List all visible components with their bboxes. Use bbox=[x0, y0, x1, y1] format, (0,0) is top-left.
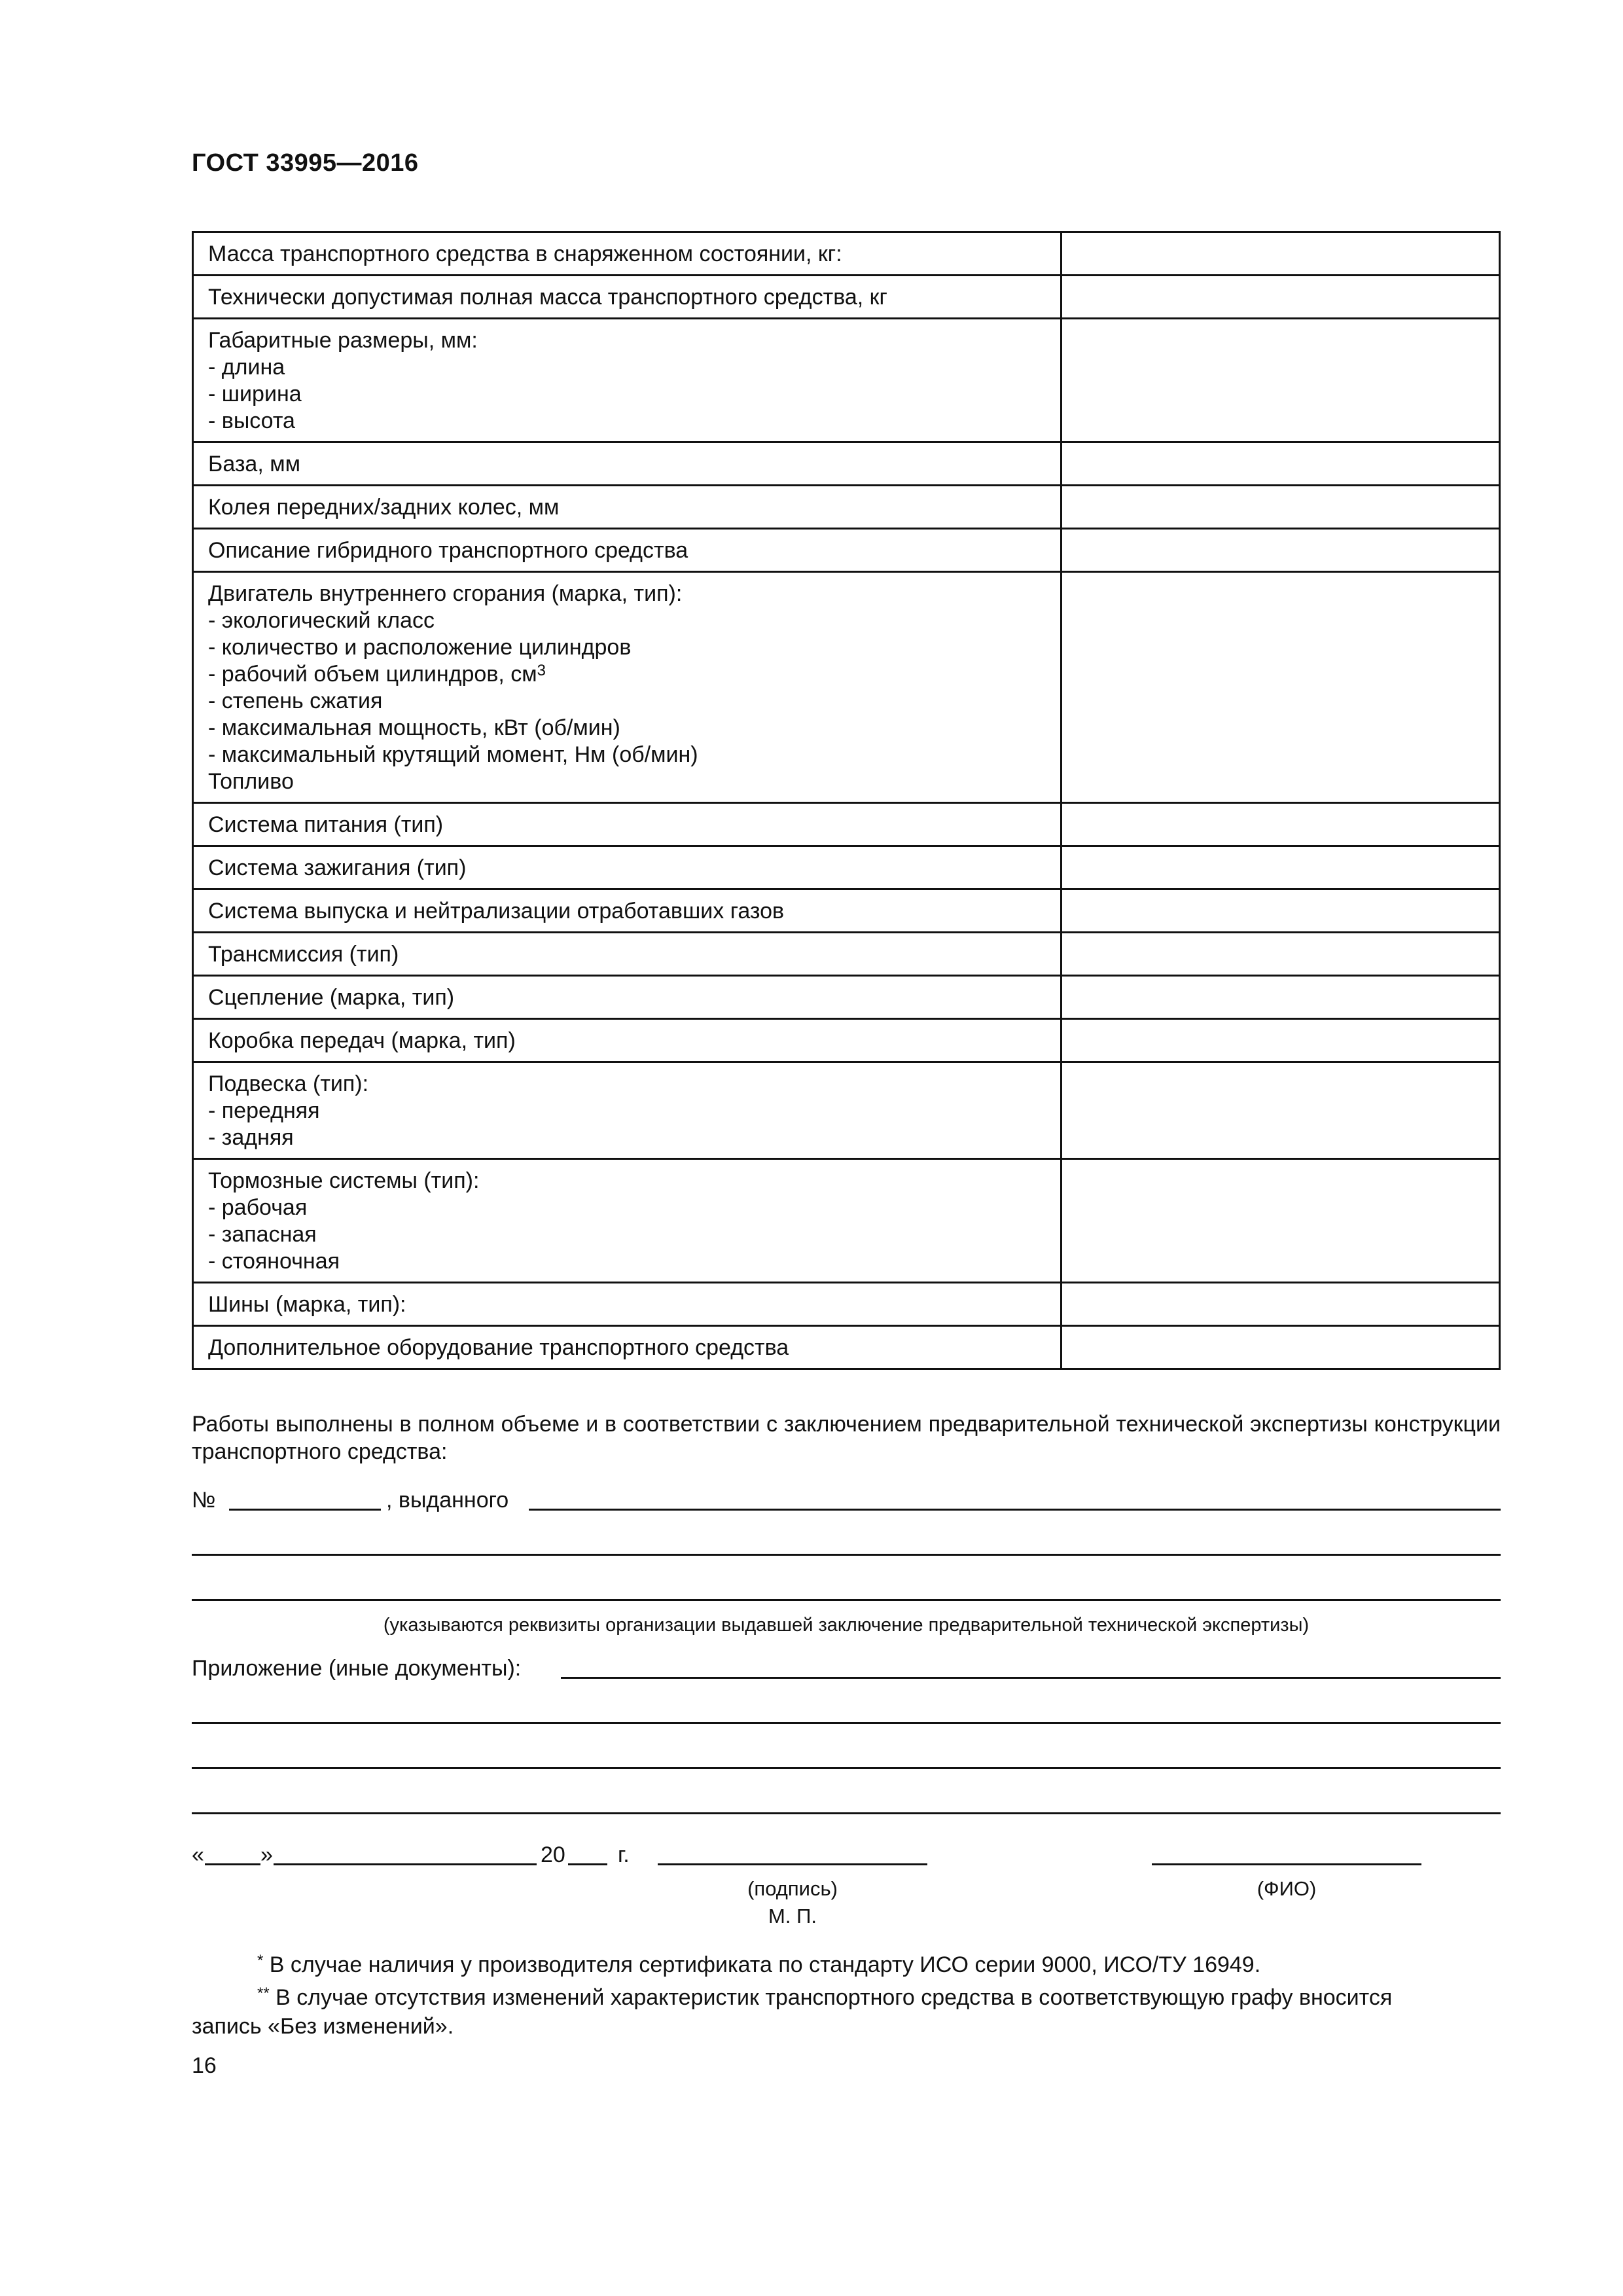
spec-row bbox=[193, 1159, 1500, 1283]
issued-by-field-line-3[interactable] bbox=[192, 1599, 1501, 1601]
footnote-2 bbox=[257, 1983, 1392, 2012]
spec-row bbox=[193, 889, 1500, 933]
spec-row-line: - задняя bbox=[208, 1125, 294, 1150]
spec-row-value-cell[interactable] bbox=[1061, 1283, 1500, 1326]
spec-row-line: Система зажигания (тип) bbox=[208, 855, 467, 880]
spec-row-line: - стояночная bbox=[208, 1249, 340, 1274]
spec-row-line: - высота bbox=[208, 408, 295, 433]
spec-row-value-cell[interactable] bbox=[1061, 933, 1500, 976]
date-year-prefix: 20 bbox=[541, 1842, 565, 1867]
number-prefix: № bbox=[192, 1488, 216, 1513]
attachment-field-line-4[interactable] bbox=[192, 1812, 1501, 1814]
spec-row bbox=[193, 319, 1500, 442]
spec-row-line: Сцепление (марка, тип) bbox=[208, 985, 455, 1010]
spec-row-line: - ширина bbox=[208, 382, 302, 406]
spec-row-value-cell[interactable] bbox=[1061, 889, 1500, 933]
spec-row bbox=[193, 572, 1500, 803]
spec-row-label bbox=[193, 529, 1061, 572]
spec-row bbox=[193, 933, 1500, 976]
spec-row-label bbox=[193, 319, 1061, 442]
signature-field[interactable] bbox=[658, 1863, 927, 1865]
footnote-1-mark: * bbox=[257, 1952, 264, 1969]
spec-row bbox=[193, 486, 1500, 529]
spec-row-line: - степень сжатия bbox=[208, 689, 383, 713]
spec-row-value-cell[interactable] bbox=[1061, 442, 1500, 486]
spec-row-value-cell[interactable] bbox=[1061, 486, 1500, 529]
issued-by-field[interactable] bbox=[529, 1509, 1501, 1511]
spec-row bbox=[193, 276, 1500, 319]
superscript-mark: 3 bbox=[537, 662, 546, 679]
spec-row bbox=[193, 1326, 1500, 1369]
vehicle-spec-table bbox=[192, 231, 1501, 1370]
spec-row-value-cell[interactable] bbox=[1061, 1062, 1500, 1159]
spec-row-value-cell[interactable] bbox=[1061, 1159, 1500, 1283]
attachment-field[interactable] bbox=[561, 1677, 1501, 1679]
spec-row-line: Дополнительное оборудование транспортного средства bbox=[208, 1335, 789, 1360]
spec-row-label bbox=[193, 933, 1061, 976]
attachment-field-line-2[interactable] bbox=[192, 1722, 1501, 1724]
spec-row-value-cell[interactable] bbox=[1061, 846, 1500, 889]
fio-field[interactable] bbox=[1152, 1863, 1421, 1865]
spec-row-value-cell[interactable] bbox=[1061, 976, 1500, 1019]
spec-row bbox=[193, 1283, 1500, 1326]
spec-row-value-cell[interactable] bbox=[1061, 232, 1500, 276]
spec-row bbox=[193, 232, 1500, 276]
spec-row bbox=[193, 846, 1500, 889]
stamp-label: М. П. bbox=[768, 1905, 817, 1928]
spec-row-value-cell[interactable] bbox=[1061, 276, 1500, 319]
spec-row-label bbox=[193, 846, 1061, 889]
spec-row-value-cell[interactable] bbox=[1061, 529, 1500, 572]
spec-row bbox=[193, 1062, 1500, 1159]
spec-row-line: Система питания (тип) bbox=[208, 812, 444, 837]
spec-row-line: - запасная bbox=[208, 1222, 317, 1247]
spec-row-line: Технически допустимая полная масса транспортного средства, кг bbox=[208, 285, 887, 310]
spec-row-label bbox=[193, 1283, 1061, 1326]
attachment-label: Приложение (иные документы): bbox=[192, 1656, 522, 1681]
spec-row-line: - максимальная мощность, кВт (об/мин) bbox=[208, 715, 620, 740]
spec-row-value-cell[interactable] bbox=[1061, 1326, 1500, 1369]
spec-row-label bbox=[193, 232, 1061, 276]
spec-row-line: Тормозные системы (тип): bbox=[208, 1168, 480, 1193]
spec-row-line: - передняя bbox=[208, 1098, 320, 1123]
spec-row-value-cell[interactable] bbox=[1061, 1019, 1500, 1062]
spec-row-line: - рабочий объем цилиндров, $см^3$ bbox=[208, 662, 546, 687]
spec-row-line: - рабочая bbox=[208, 1195, 308, 1220]
spec-row-line: - количество и расположение цилиндров bbox=[208, 635, 632, 660]
date-year-field[interactable] bbox=[568, 1863, 607, 1865]
works-statement: Работы выполнены в полном объеме и в соответствии с заключением предварительной технической экспертизы конструкции транспортного средства: bbox=[192, 1412, 1501, 1464]
spec-row-line: - длина bbox=[208, 355, 285, 380]
spec-row-label bbox=[193, 803, 1061, 846]
spec-row bbox=[193, 529, 1500, 572]
spec-row-line: Трансмиссия (тип) bbox=[208, 942, 399, 967]
fio-caption: (ФИО) bbox=[1257, 1877, 1317, 1900]
spec-row-label bbox=[193, 889, 1061, 933]
spec-row-line: Двигатель внутреннего сгорания (марка, тип): bbox=[208, 581, 683, 606]
spec-table-body bbox=[193, 232, 1500, 1369]
spec-row-label bbox=[193, 276, 1061, 319]
spec-row-label bbox=[193, 486, 1061, 529]
spec-row-line: Топливо bbox=[208, 769, 294, 794]
page-number: 16 bbox=[192, 2053, 217, 2078]
spec-row-label bbox=[193, 1159, 1061, 1283]
org-caption: (указываются реквизиты организации выдавшей заключение предварительной технической экспертизы) bbox=[383, 1615, 1310, 1636]
date-month-field[interactable] bbox=[274, 1863, 537, 1865]
spec-row-label bbox=[193, 1326, 1061, 1369]
number-field[interactable] bbox=[229, 1509, 381, 1511]
spec-row-label bbox=[193, 976, 1061, 1019]
spec-row-line: База, мм bbox=[208, 452, 300, 476]
date-quote-close: » bbox=[260, 1842, 273, 1867]
spec-row-line: - максимальный крутящий момент, Нм (об/мин) bbox=[208, 742, 698, 767]
spec-row-line: Подвеска (тип): bbox=[208, 1071, 369, 1096]
signature-caption: (подпись) bbox=[747, 1877, 838, 1900]
footnote-1 bbox=[257, 1950, 1260, 1979]
footnote-2-text-line-1: В случае отсутствия изменений характеристик транспортного средства в соответствующую графу вносится bbox=[276, 1985, 1393, 2010]
spec-row-line: Коробка передач (марка, тип) bbox=[208, 1028, 516, 1053]
document-header: ГОСТ 33995—2016 bbox=[192, 149, 419, 177]
spec-row-line: Система выпуска и нейтрализации отработавших газов bbox=[208, 899, 785, 924]
spec-row-label bbox=[193, 1062, 1061, 1159]
footnote-2-mark: ** bbox=[257, 1984, 270, 2002]
spec-row-line: Габаритные размеры, мм: bbox=[208, 328, 478, 353]
footnote-1-text: В случае наличия у производителя сертификата по стандарту ИСО серии 9000, ИСО/ТУ 16949. bbox=[269, 1952, 1261, 1977]
spec-row-line: Описание гибридного транспортного средства bbox=[208, 538, 688, 563]
date-quote-open: « bbox=[192, 1842, 204, 1867]
spec-row-label bbox=[193, 442, 1061, 486]
spec-row-value-cell[interactable] bbox=[1061, 319, 1500, 442]
spec-row-line: Колея передних/задних колес, мм bbox=[208, 495, 560, 520]
spec-row-label bbox=[193, 572, 1061, 803]
spec-row-line: Масса транспортного средства в снаряженном состоянии, кг: bbox=[208, 242, 842, 266]
footnote-2-continuation: запись «Без изменений». bbox=[192, 2014, 454, 2039]
spec-row-line: - экологический класс bbox=[208, 608, 435, 633]
date-year-suffix: г. bbox=[618, 1842, 630, 1867]
issued-by-field-line-2[interactable] bbox=[192, 1554, 1501, 1556]
spec-row bbox=[193, 803, 1500, 846]
spec-row-line: Шины (марка, тип): bbox=[208, 1292, 406, 1317]
date-day-field[interactable] bbox=[205, 1863, 260, 1865]
spec-row bbox=[193, 442, 1500, 486]
spec-row-value-cell[interactable] bbox=[1061, 572, 1500, 803]
issued-label: , выданного bbox=[386, 1488, 509, 1513]
spec-row-label bbox=[193, 1019, 1061, 1062]
spec-row-value-cell[interactable] bbox=[1061, 803, 1500, 846]
spec-row bbox=[193, 976, 1500, 1019]
spec-row bbox=[193, 1019, 1500, 1062]
attachment-field-line-3[interactable] bbox=[192, 1767, 1501, 1769]
